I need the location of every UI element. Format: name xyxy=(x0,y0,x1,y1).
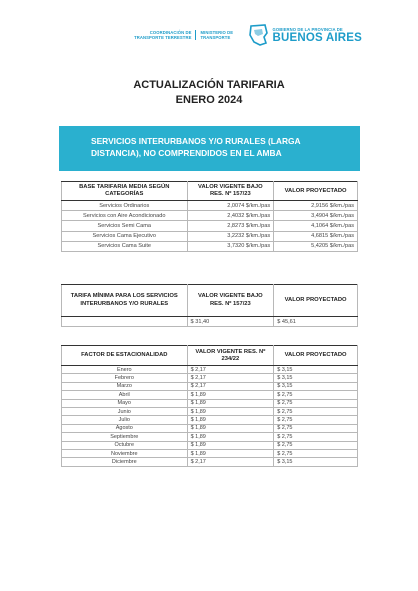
table-row xyxy=(62,241,358,251)
table-cell xyxy=(62,317,188,327)
table-cell: $ 1,89 xyxy=(187,449,274,457)
table-cell: $ 2,75 xyxy=(274,424,358,432)
table-row xyxy=(62,449,358,457)
table-cell: $ 3,15 xyxy=(274,382,358,390)
table-cell: $ 31,40 xyxy=(187,317,274,327)
table-row xyxy=(62,382,358,390)
table-cell: 2,4032 $/km./pas xyxy=(187,211,274,221)
table-cell: Enero xyxy=(62,366,188,374)
table-cell: 3,2232 $/km./pas xyxy=(187,231,274,241)
banner-line2: DISTANCIA), NO COMPRENDIDOS EN EL AMBA xyxy=(91,147,282,158)
table-cell: $ 1,89 xyxy=(187,424,274,432)
table-row xyxy=(62,407,358,415)
logo-left-line2: TRANSPORTE TERRESTRE xyxy=(134,35,192,40)
table-cell: $ 1,89 xyxy=(187,399,274,407)
factor-estacionalidad-table xyxy=(61,345,358,467)
table-cell: Septiembre xyxy=(62,433,188,441)
table-cell: $ 1,89 xyxy=(187,407,274,415)
table-cell: 3,4904 $/km./pas xyxy=(274,211,358,221)
table-cell: $ 2,17 xyxy=(187,382,274,390)
table-cell: $ 1,89 xyxy=(187,416,274,424)
coordinacion-logo-text xyxy=(127,30,191,40)
title-line1: ACTUALIZACIÓN TARIFARIA xyxy=(133,79,285,91)
base-tarifaria-table xyxy=(61,181,358,252)
table-header-row xyxy=(62,182,358,201)
table-cell: $ 2,17 xyxy=(187,374,274,382)
provincia-emblem-icon xyxy=(248,23,269,47)
table-cell: Noviembre xyxy=(62,449,188,457)
table-row xyxy=(62,424,358,432)
table-cell: $ 45,61 xyxy=(274,317,358,327)
table-cell: $ 2,75 xyxy=(274,416,358,424)
table-cell: $ 3,15 xyxy=(274,366,358,374)
table-row xyxy=(62,399,358,407)
logo-left-line1: COORDINACIÓN DE xyxy=(149,30,192,35)
logo-mid-line2: TRANSPORTE xyxy=(200,35,231,40)
column-header: VALOR PROYECTADO xyxy=(274,346,358,366)
table-cell: Servicios Cama Ejecutivo xyxy=(62,231,188,241)
table-row xyxy=(62,416,358,424)
table-cell: $ 3,15 xyxy=(274,374,358,382)
banner-line1: SERVICIOS INTERURBANOS Y/O RURALES (LARGA xyxy=(91,136,301,146)
table-cell: $ 2,75 xyxy=(274,407,358,415)
table-row xyxy=(62,201,358,211)
logo-gov-small: GOBIERNO DE LA PROVINCIA DE xyxy=(272,26,343,32)
column-header: VALOR PROYECTADO xyxy=(274,182,358,201)
logo-gov-big: BUENOS AIRES xyxy=(272,31,362,44)
table-cell: Agosto xyxy=(62,424,188,432)
page-title xyxy=(0,78,418,108)
table-row xyxy=(62,231,358,241)
table-cell: Servicios Ordinarios xyxy=(62,201,188,211)
logo-mid-line1: MINISTERIO DE xyxy=(200,30,234,35)
column-header: TARIFA MÍNIMA PARA LOS SERVICIOS INTERURBANOS Y/O RURALES xyxy=(62,285,188,317)
column-header: VALOR VIGENTE RES. Nº 234/22 xyxy=(187,346,274,366)
table-cell: $ 2,75 xyxy=(274,449,358,457)
table-header-row xyxy=(62,346,358,366)
table-row xyxy=(62,458,358,466)
table-cell: $ 2,75 xyxy=(274,433,358,441)
table-cell: $ 2,75 xyxy=(274,399,358,407)
table-row xyxy=(62,441,358,449)
table-row xyxy=(62,366,358,374)
ministerio-logo-text xyxy=(195,30,242,40)
table-cell: $ 2,17 xyxy=(187,458,274,466)
table-cell: Julio xyxy=(62,416,188,424)
section-banner xyxy=(59,126,360,171)
table-row xyxy=(62,391,358,399)
table-cell: 2,0074 $/km./pas xyxy=(187,201,274,211)
table-cell: Diciembre xyxy=(62,458,188,466)
tarifa-minima-table xyxy=(61,284,358,327)
table-cell: Marzo xyxy=(62,382,188,390)
table-cell: $ 2,75 xyxy=(274,391,358,399)
column-header: VALOR VIGENTE BAJO RES. Nº 157/23 xyxy=(187,182,274,201)
table-cell: Febrero xyxy=(62,374,188,382)
table-row xyxy=(62,433,358,441)
column-header: VALOR VIGENTE BAJO RES. Nº 157/23 xyxy=(187,285,274,317)
table-cell: Abril xyxy=(62,391,188,399)
table-cell: Mayo xyxy=(62,399,188,407)
table-cell: $ 2,17 xyxy=(187,366,274,374)
table-cell: Servicios Cama Suite xyxy=(62,241,188,251)
table-cell: Servicios Semi Cama xyxy=(62,221,188,231)
table-cell: $ 1,89 xyxy=(187,441,274,449)
title-line2: ENERO 2024 xyxy=(175,94,243,106)
gobierno-logo xyxy=(272,27,362,44)
table-cell: $ 1,89 xyxy=(187,391,274,399)
table-cell: Octubre xyxy=(62,441,188,449)
table-row xyxy=(62,317,358,327)
header-logos xyxy=(127,22,362,48)
table-cell: $ 2,75 xyxy=(274,441,358,449)
table-cell: $ 3,15 xyxy=(274,458,358,466)
column-header: VALOR PROYECTADO xyxy=(274,285,358,317)
table-cell: Servicios con Aire Acondicionado xyxy=(62,211,188,221)
table-cell: 5,4205 $/km./pas xyxy=(274,241,358,251)
table-row xyxy=(62,374,358,382)
table-cell: Junio xyxy=(62,407,188,415)
table-row xyxy=(62,211,358,221)
column-header: BASE TARIFARIA MEDIA SEGÚN CATEGORÍAS xyxy=(62,182,188,201)
table-cell: 4,6815 $/km./pas xyxy=(274,231,358,241)
table-cell: 2,8273 $/km./pas xyxy=(187,221,274,231)
table-cell: 4,1064 $/km./pas xyxy=(274,221,358,231)
column-header: FACTOR DE ESTACIONALIDAD xyxy=(62,346,188,366)
table-row xyxy=(62,221,358,231)
table-cell: 3,7320 $/km./pas xyxy=(187,241,274,251)
table-cell: $ 1,89 xyxy=(187,433,274,441)
table-header-row xyxy=(62,285,358,317)
table-cell: 2,9156 $/km./pas xyxy=(274,201,358,211)
